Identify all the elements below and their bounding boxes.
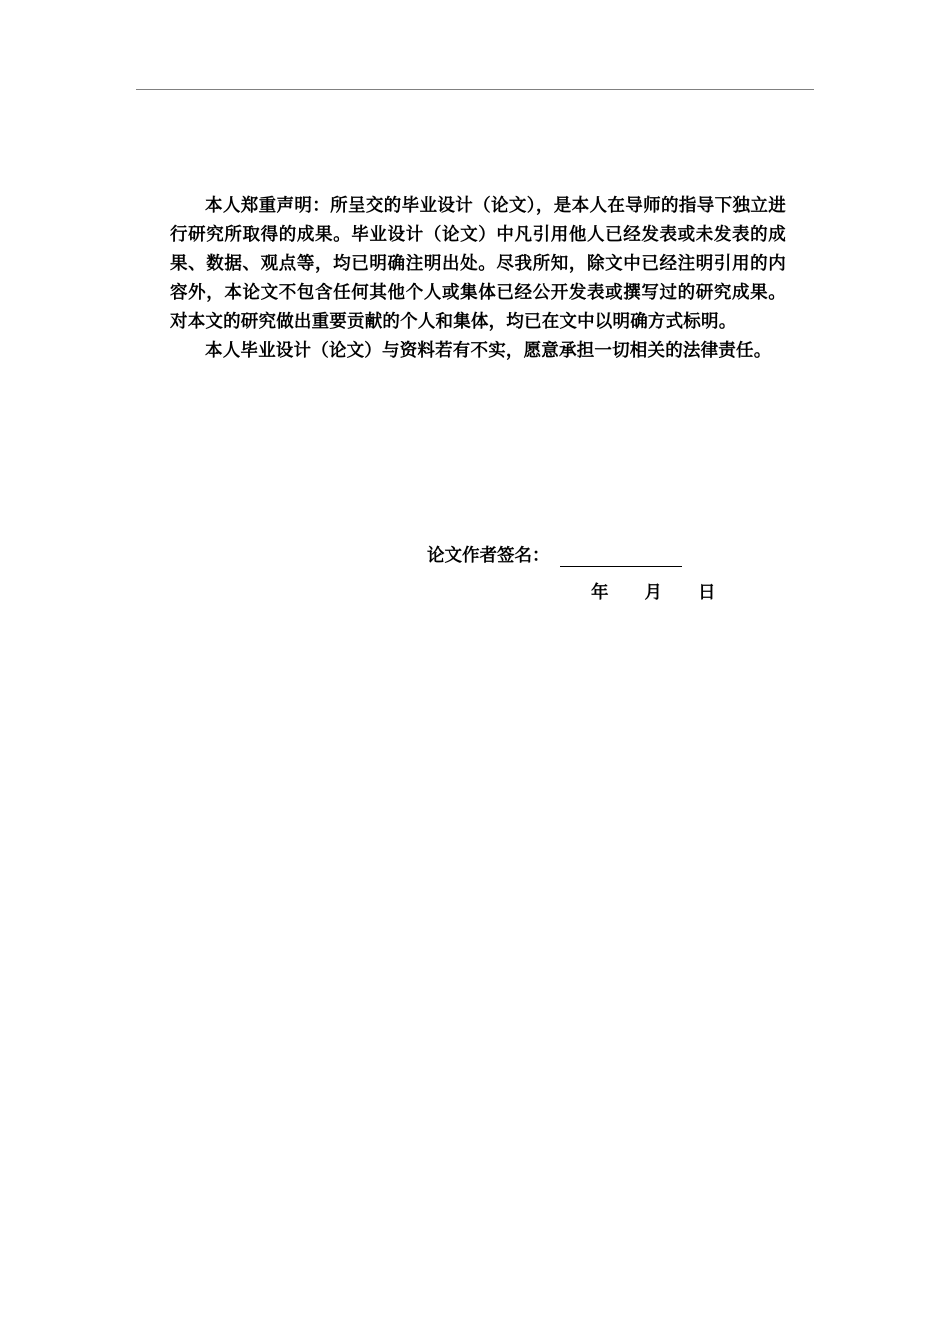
- date-row: [591, 579, 716, 604]
- signature-label: 论文作者签名：: [427, 546, 550, 566]
- signature-line[interactable]: [560, 544, 682, 567]
- declaration-body: [170, 192, 786, 366]
- declaration-paragraph-1: 本人郑重声明：所呈交的毕业设计（论文），是本人在导师的指导下独立进行研究所取得的成果。毕业设计（论文）中凡引用他人已经发表或未发表的成果、数据、观点等，均已明确注明出处。尽我所知，除文中已经注明引用的内容外，本论文不包含任何其他个人或集体已经公开发表或撰写过的研究成果。对本文的研究做出重要贡献的个人和集体，均已在文中以明确方式标明。: [170, 196, 786, 332]
- header-rule: [136, 89, 814, 90]
- date-year-blank: [609, 579, 645, 604]
- date-day-label: 日: [698, 583, 716, 603]
- signature-row: [427, 542, 682, 567]
- date-month-label: 月: [644, 583, 662, 603]
- date-month-blank: [662, 579, 698, 604]
- declaration-paragraph-2: 本人毕业设计（论文）与资料若有不实，愿意承担一切相关的法律责任。: [205, 341, 772, 361]
- date-year-label: 年: [591, 583, 609, 603]
